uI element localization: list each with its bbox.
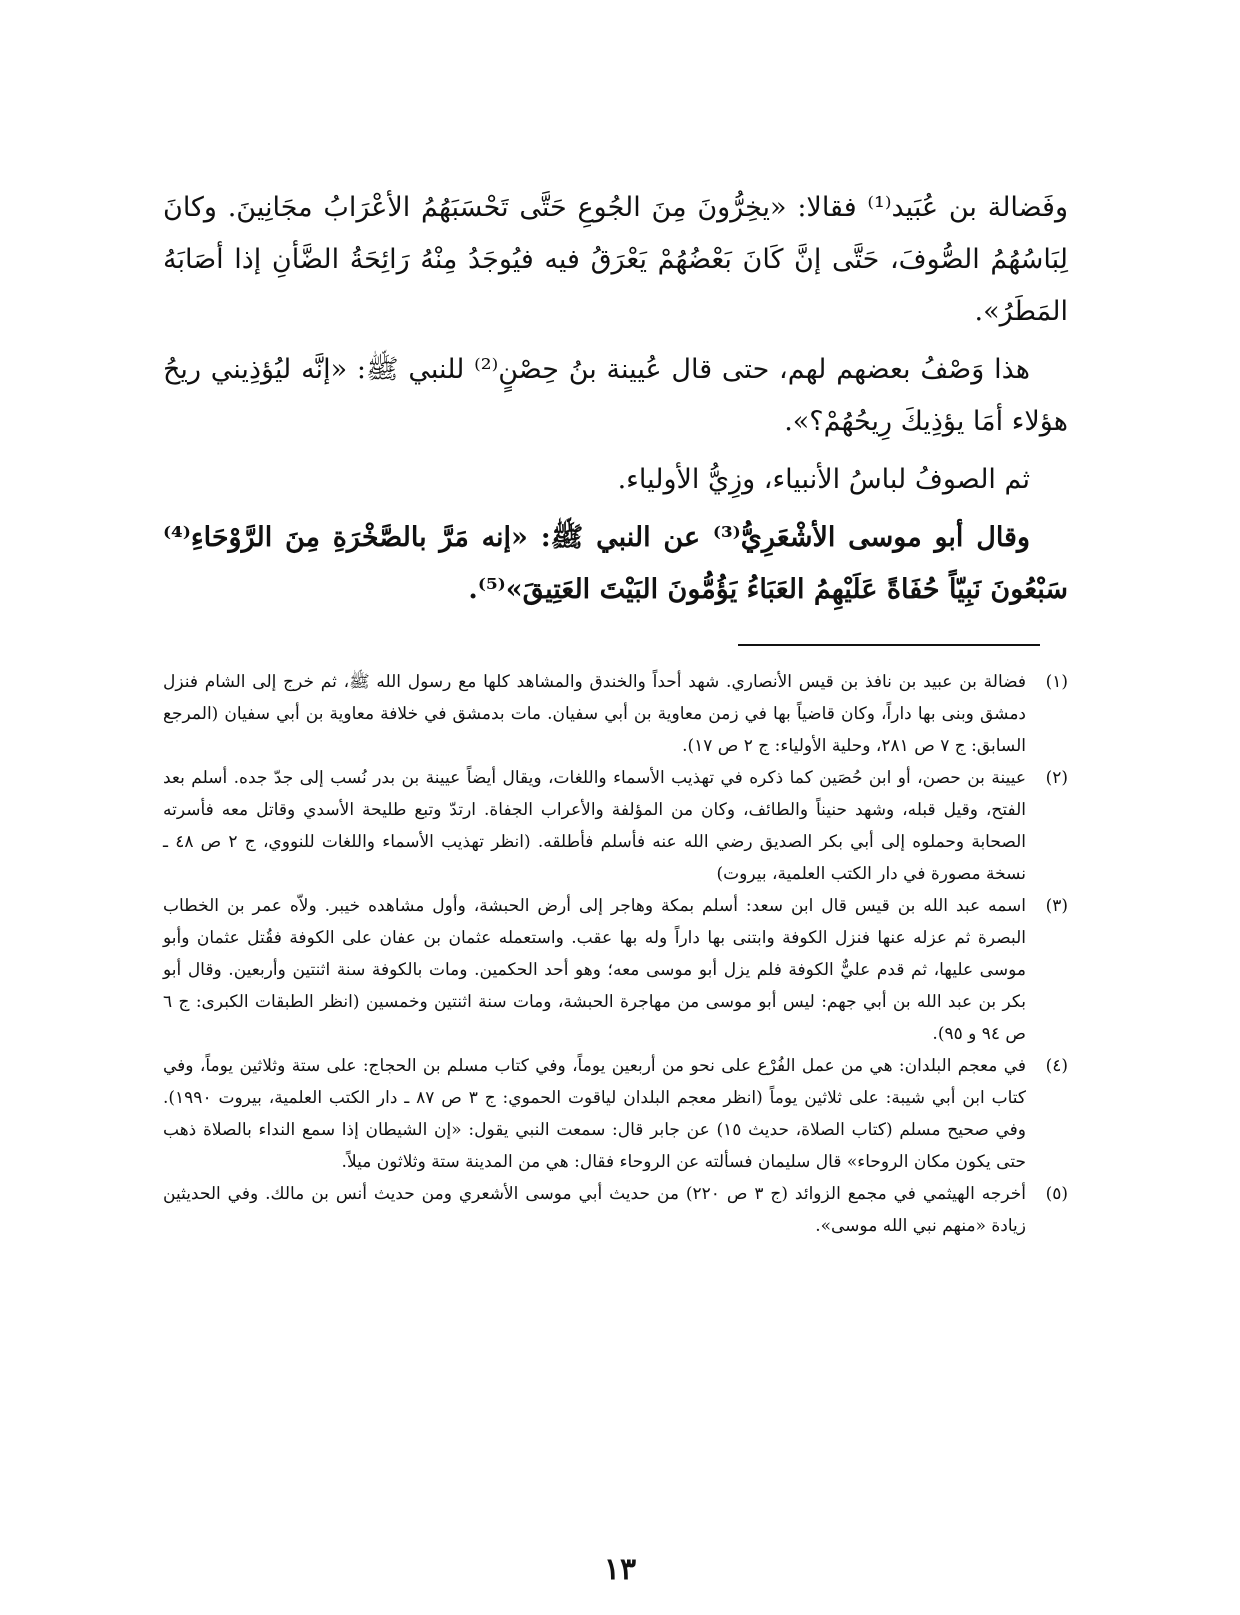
footnote-number: (٢) <box>1045 768 1068 788</box>
page-number: ١٣ <box>603 1552 637 1587</box>
footnote-3 <box>163 890 1068 1050</box>
footnote-number: (١) <box>1045 672 1068 692</box>
footnote-text: أخرجه الهيثمي في مجمع الزوائد (ج ٣ ص ٢٢٠) من حديث أبي موسى الأشعري ومن حديث أنس بن مالك. وفي الحديثين زيادة «منهم نبي الله موسى». <box>163 1184 1026 1236</box>
footnote-separator <box>738 644 1040 646</box>
footnote-5 <box>163 1178 1068 1242</box>
footnote-4 <box>163 1050 1068 1178</box>
footnote-number: (٥) <box>1045 1184 1068 1204</box>
footnotes <box>163 666 1068 1242</box>
footnote-number: (٣) <box>1045 896 1068 916</box>
footnote-text: فضالة بن عبيد بن نافذ بن قيس الأنصاري. شهد أحداً والخندق والمشاهد كلها مع رسول الله ﷺ، ثم خرج إلى الشام فنزل دمشق وبنى بها داراً، وكان قاضياً بها في زمن معاوية بن أبي سفيان. مات بدمشق في خلافة معاوية بن أبي سفيان (المرجع السابق: ج ٧ ص ٢٨١، وحلية الأولياء: ج ٢ ص ١٧). <box>163 672 1026 756</box>
footnote-text: اسمه عبد الله بن قيس قال ابن سعد: أسلم بمكة وهاجر إلى أرض الحبشة، وأول مشاهده خيبر. ولاّه عمر بن الخطاب البصرة ثم عزله عنها فنزل الكوفة وابتنى بها داراً وله بها عقب. واستعمله عثمان بن عفان على الكوفة فقُتل عثمان وأبو موسى عليها، ثم قدم عليٌّ الكوفة فلم يزل أبو موسى معه؛ وهو أحد الحكمين. ومات بالكوفة سنة اثنتين وأربعين. وقال أبو بكر بن عبد الله بن أبي جهم: ليس أبو موسى من مهاجرة الحبشة، ومات سنة اثنتين وخمسين (انظر الطبقات الكبرى: ج ٦ ص ٩٤ و ٩٥). <box>163 896 1026 1044</box>
footnote-text: عيينة بن حصن، أو ابن حُصَين كما ذكره في تهذيب الأسماء واللغات، ويقال أيضاً عيينة بن بدر نُسب إلى جدّ جده. أسلم بعد الفتح، وقيل قبله، وشهد حنيناً والطائف، وكان من المؤلفة والأعراب الجفاة. ارتدّ وتبع طليحة الأسدي وقاتل معه فأسرته الصحابة وحملوه إلى أبي بكر الصديق رضي الله عنه فأسلم فأطلقه. (انظر تهذيب الأسماء واللغات للنووي، ج ٢ ص ٤٨ ـ نسخة مصورة في دار الكتب العلمية، بيروت) <box>163 768 1026 884</box>
paragraph-4: وقال أبو موسى الأشْعَرِيُّ⁽³⁾ عن النبي ﷺ: «إنه مَرَّ بالصَّخْرَةِ مِنَ الرَّوْحَاءِ⁽⁴⁾ سَبْعُونَ نَبِيّاً حُفَاةً عَلَيْهِمُ العَبَاءُ يَؤُمُّونَ البَيْتَ العَتِيقَ»⁽⁵⁾. <box>163 522 1068 605</box>
paragraph-1: وفَضالة بن عُبَيد⁽¹⁾ فقالا: «يخِرُّونَ مِنَ الجُوعِ حَتَّى تَحْسَبَهُمُ الأعْرَابُ مجَانِينَ. وكانَ لِبَاسُهُمُ الصُّوفَ، حَتَّى إنَّ كَانَ بَعْضُهُمْ يَعْرَقُ فيه فيُوجَدُ مِنْهُ رَائِحَةُ الضَّأنِ إذا أصَابَهُ المَطَرُ». <box>163 192 1069 327</box>
main-text <box>163 182 1068 622</box>
paragraph-3: ثم الصوفُ لباسُ الأنبياء، وزِيُّ الأولياء. <box>617 464 1030 495</box>
footnote-2 <box>163 762 1068 890</box>
footnote-1 <box>163 666 1068 762</box>
footnote-text: في معجم البلدان: هي من عمل الفُرْع على نحو من أربعين يوماً، وفي كتاب مسلم بن الحجاج: على ستة وثلاثين يوماً، وفي كتاب ابن أبي شيبة: على ثلاثين يوماً (انظر معجم البلدان لياقوت الحموي: ج ٣ ص ٨٧ ـ دار الكتب العلمية، بيروت ١٩٩٠). وفي صحيح مسلم (كتاب الصلاة، حديث ١٥) عن جابر قال: سمعت النبي يقول: «إن الشيطان إذا سمع النداء بالصلاة ذهب حتى يكون مكان الروحاء» قال سليمان فسألته عن الروحاء فقال: هي من المدينة ستة وثلاثون ميلاً. <box>163 1056 1027 1172</box>
paragraph-2: هذا وَصْفُ بعضهم لهم، حتى قال عُيينة بنُ حِصْنٍ⁽²⁾ للنبي ﷺ: «إنَّه ليُؤذِيني ريحُ هؤلاء أمَا يؤذِيكَ رِيحُهُمْ؟». <box>163 354 1068 437</box>
footnote-number: (٤) <box>1045 1056 1068 1076</box>
